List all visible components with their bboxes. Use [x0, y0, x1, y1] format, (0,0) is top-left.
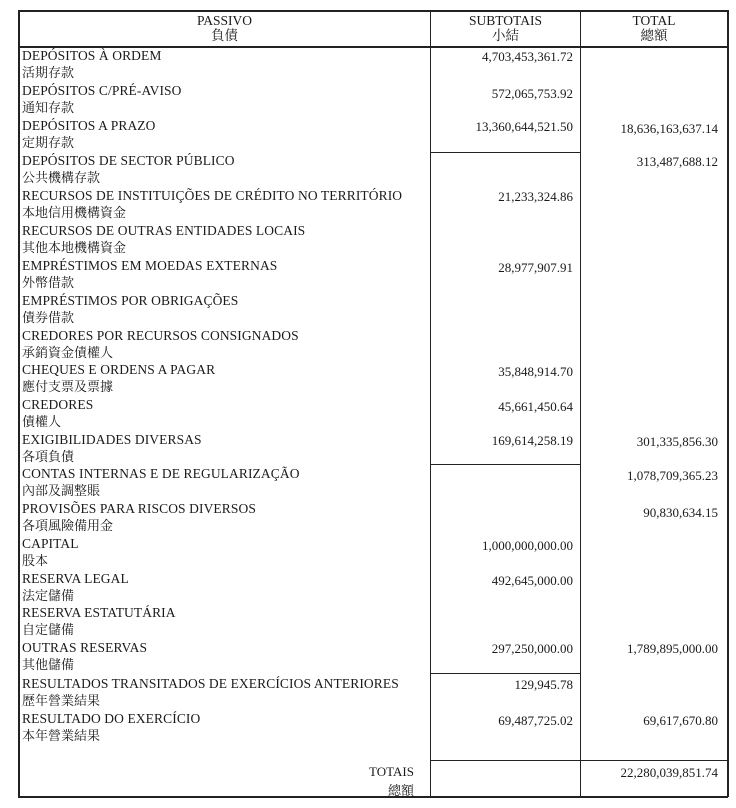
row-label-pt: RECURSOS DE OUTRAS ENTIDADES LOCAIS [22, 223, 306, 238]
row-total: 301,335,856.30 [636, 434, 718, 449]
table-row [0, 187, 736, 222]
row-subtotal: 69,487,725.02 [498, 713, 573, 728]
row-label-zh: 本地信用機構資金 [22, 205, 127, 220]
row-label-zh: 活期存款 [22, 65, 75, 80]
table-row [0, 710, 736, 745]
header-total [581, 13, 727, 43]
table-row [0, 257, 736, 292]
row-total: 90,830,634.15 [643, 505, 718, 520]
row-label-pt: CONTAS INTERNAS E DE REGULARIZAÇÃO [22, 466, 300, 481]
header-liability-zh: 負債 [211, 28, 238, 43]
row-subtotal: 129,945.78 [514, 677, 573, 692]
row-subtotal: 4,703,453,361.72 [482, 49, 573, 64]
table-row [0, 152, 736, 187]
row-label-pt: DEPÓSITOS À ORDEM [22, 48, 162, 63]
table-row [0, 500, 736, 535]
row-label-pt: PROVISÕES PARA RISCOS DIVERSOS [22, 501, 256, 516]
row-subtotal: 169,614,258.19 [491, 433, 573, 448]
grand-total: 22,280,039,851.74 [620, 765, 718, 780]
table-row [0, 675, 736, 710]
header-total-pt: TOTAL [632, 13, 676, 28]
row-label-zh: 股本 [22, 553, 49, 568]
row-subtotal: 297,250,000.00 [491, 641, 573, 656]
row-label-pt: CHEQUES E ORDENS A PAGAR [22, 362, 216, 377]
row-label-pt: RESERVA LEGAL [22, 571, 129, 586]
header-subtotal-pt: SUBTOTAIS [469, 13, 542, 28]
totals-label-pt: TOTAIS [369, 764, 414, 779]
row-total: 18,636,163,637.14 [620, 121, 718, 136]
frame-bottom [18, 796, 728, 798]
row-label-zh: 其他本地機構資金 [22, 240, 127, 255]
header-liability-pt: PASSIVO [196, 13, 253, 28]
row-label-zh: 自定儲備 [22, 622, 75, 637]
header-liability [19, 13, 430, 43]
row-label-pt: CAPITAL [22, 536, 79, 551]
row-label-zh: 外幣借款 [22, 275, 75, 290]
header-subtotal [431, 13, 580, 43]
table-row [0, 117, 736, 152]
table-row [0, 327, 736, 362]
table-row [0, 396, 736, 431]
table-row [0, 431, 736, 466]
totals-label-zh: 總額 [387, 783, 414, 798]
row-label-pt: RECURSOS DE INSTITUIÇÕES DE CRÉDITO NO TERRITÓRIO [22, 188, 403, 203]
row-label-zh: 債權人 [22, 414, 62, 429]
row-label-zh: 本年營業結果 [22, 728, 101, 743]
row-total: 1,789,895,000.00 [627, 641, 718, 656]
row-label-pt: EMPRÉSTIMOS POR OBRIGAÇÕES [22, 293, 239, 308]
row-subtotal: 28,977,907.91 [498, 260, 573, 275]
frame-top [18, 10, 728, 12]
subtotal-group-rule-4 [430, 760, 580, 761]
row-label-zh: 公共機構存款 [22, 170, 101, 185]
row-total: 1,078,709,365.23 [627, 468, 718, 483]
row-label-zh: 應付支票及票據 [22, 379, 114, 394]
row-label-zh: 歷年營業結果 [22, 693, 101, 708]
table-row [0, 570, 736, 605]
row-label-zh: 各項風險備用金 [22, 518, 114, 533]
table-row [0, 639, 736, 674]
row-label-pt: RESULTADOS TRANSITADOS DE EXERCÍCIOS ANTERIORES [22, 676, 399, 691]
header-total-zh: 總額 [640, 28, 668, 43]
row-label-pt: DEPÓSITOS DE SECTOR PÚBLICO [22, 153, 235, 168]
table-row [0, 535, 736, 570]
row-subtotal: 492,645,000.00 [491, 573, 573, 588]
row-label-zh: 內部及調整賬 [22, 483, 101, 498]
row-label-zh: 債券借款 [22, 310, 75, 325]
row-subtotal: 1,000,000,000.00 [482, 538, 573, 553]
row-label-pt: DEPÓSITOS C/PRÉ-AVISO [22, 83, 182, 98]
row-subtotal: 45,661,450.64 [498, 399, 573, 414]
row-label-pt: RESULTADO DO EXERCÍCIO [22, 711, 201, 726]
row-label-zh: 法定儲備 [22, 588, 75, 603]
table-row [0, 292, 736, 327]
row-label-pt: RESERVA ESTATUTÁRIA [22, 605, 176, 620]
table-row [0, 222, 736, 257]
row-label-zh: 承銷資金債權人 [22, 345, 114, 360]
row-label-pt: OUTRAS RESERVAS [22, 640, 148, 655]
row-total: 69,617,670.80 [643, 713, 718, 728]
table-row [0, 604, 736, 639]
row-subtotal: 21,233,324.86 [498, 189, 573, 204]
row-label-pt: EMPRÉSTIMOS EM MOEDAS EXTERNAS [22, 258, 278, 273]
row-label-pt: EXIGIBILIDADES DIVERSAS [22, 432, 202, 447]
row-label-zh: 通知存款 [22, 100, 75, 115]
table-row [0, 361, 736, 396]
row-subtotal: 13,360,644,521.50 [475, 119, 573, 134]
row-label-pt: DEPÓSITOS A PRAZO [22, 118, 156, 133]
row-label-zh: 各項負債 [22, 449, 75, 464]
header-subtotal-zh: 小結 [492, 28, 519, 43]
row-subtotal: 35,848,914.70 [498, 364, 573, 379]
table-row [0, 82, 736, 117]
row-subtotal: 572,065,753.92 [491, 86, 573, 101]
row-label-zh: 其他儲備 [22, 657, 75, 672]
table-row [0, 465, 736, 500]
table-row [0, 47, 736, 82]
row-label-zh: 定期存款 [22, 135, 75, 150]
row-label-pt: CREDORES [22, 397, 94, 412]
row-total: 313,487,688.12 [636, 154, 718, 169]
total-group-rule [580, 760, 728, 761]
row-label-pt: CREDORES POR RECURSOS CONSIGNADOS [22, 328, 299, 343]
